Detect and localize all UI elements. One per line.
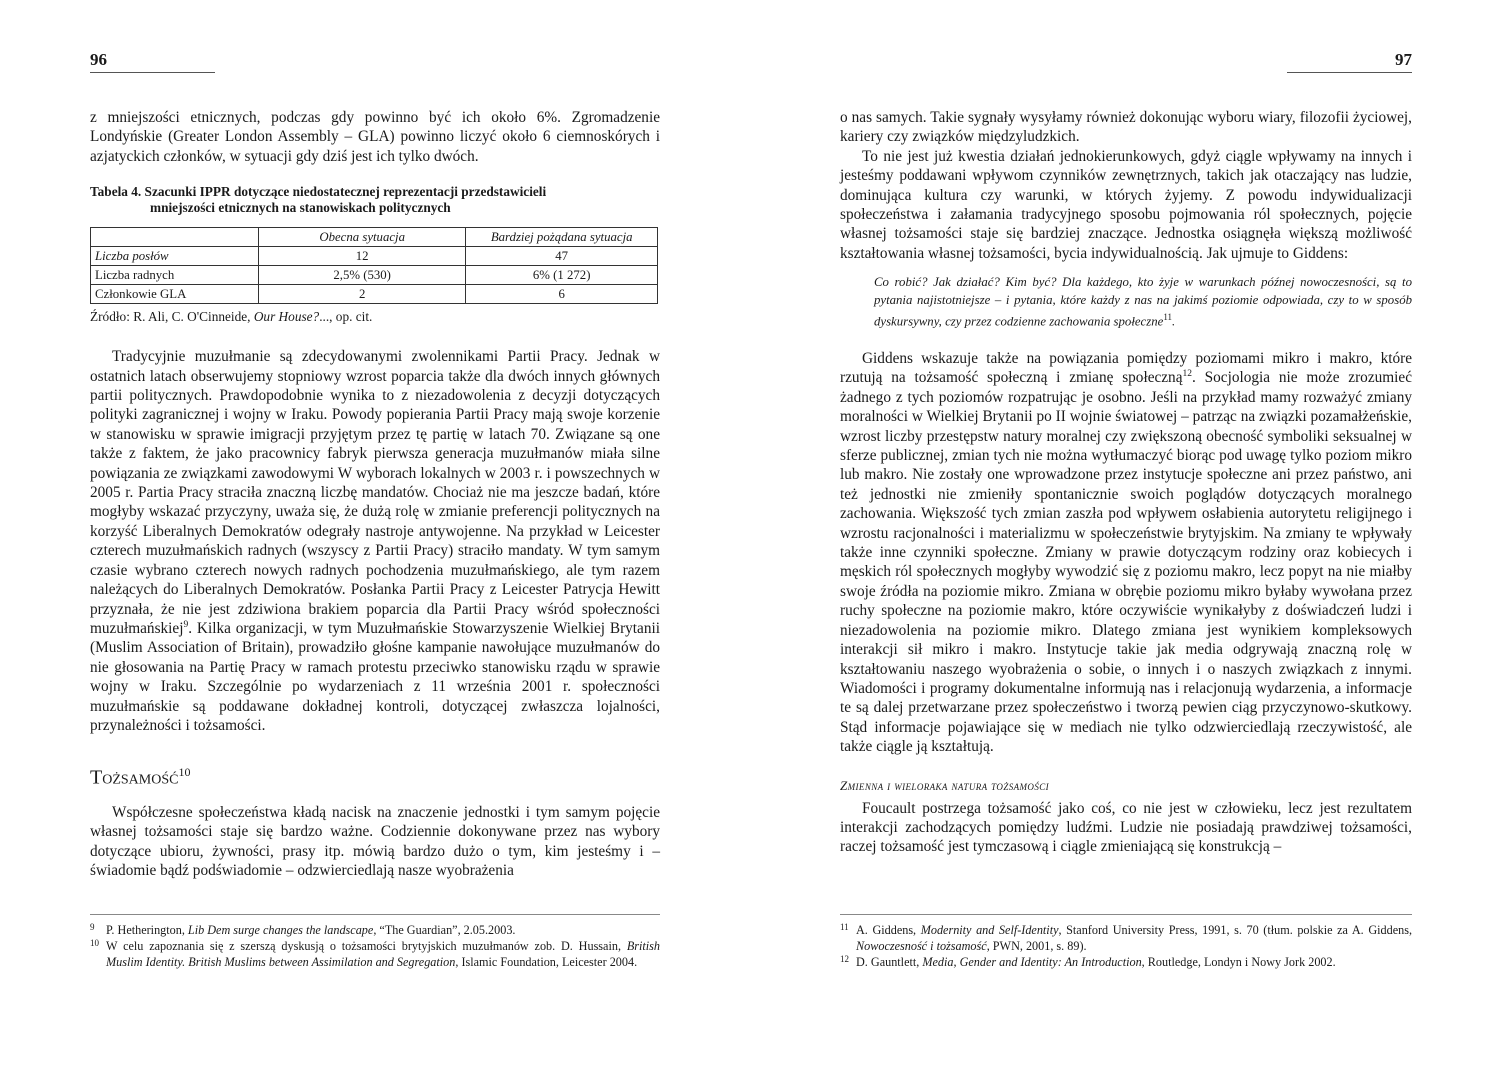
footnote-rule — [840, 914, 1412, 915]
footnote-text: , PWN, 2001, s. 89). — [986, 939, 1087, 953]
footnote-reference[interactable]: 12 — [1182, 369, 1192, 380]
footnote-mark: 11 — [840, 922, 849, 932]
table-row — [91, 285, 658, 304]
table-row — [91, 247, 658, 266]
left-page-body — [90, 108, 660, 881]
footnote-reference[interactable]: 9 — [183, 619, 189, 630]
paragraph: Foucault postrzega tożsamość jako coś, co nie jest w człowieku, lecz jest rezultatem interakcji zachodzących pomiędzy ludźmi. Ludzie nie posiadają prawdziwej tożsamości, raczej tożsamość jest tymczasową i ciągle zmieniającą się konstrukcją – — [840, 799, 1412, 856]
table-header-row — [91, 228, 658, 247]
footnote-reference[interactable]: 11 — [1163, 312, 1172, 323]
footnote-reference[interactable]: 10 — [178, 765, 191, 780]
paragraph: To nie jest już kwestia działań jednokierunkowych, gdyż ciągle wpływamy na innych i jesteśmy poddawani wpływom czynników zewnętrznych, takich jak otaczający nas ludzie, dominująca kultura czy warunki, w których żyjemy. Z powodu indywidualizacji społeczeństwa i załamania tradycyjnego sposobu pojmowania ról społecznych, pojęcie własnej tożsamości staje się bardziej znaczące. Jednostka osiągnęła większą możliwość kształtowania własnej tożsamości, bycia indywidualnością. Jak ujmuje to Giddens: — [840, 147, 1412, 262]
section-heading — [90, 761, 660, 789]
table-cell: 12 — [258, 247, 465, 266]
footnote-title: Nowoczesność i tożsamość — [856, 939, 987, 953]
header-rule — [1287, 72, 1412, 73]
footnote-text: , “The Guardian”, 2.05.2003. — [373, 923, 516, 937]
paragraph — [90, 347, 660, 735]
page-number: 96 — [90, 50, 107, 69]
paragraph: o nas samych. Takie sygnały wysyłamy również dokonując wyboru wiary, filozofii życiowej, kariery czy związków międzyludzkich. — [840, 109, 1412, 146]
right-page — [840, 0, 1412, 1072]
footnote-text: P. Hetherington, — [106, 923, 188, 937]
right-page-body — [840, 108, 1412, 857]
table-cell: Liczba radnych — [91, 266, 259, 285]
table-caption-line: mniejszości etnicznych na stanowiskach politycznych — [150, 200, 451, 216]
table-header-cell: Bardziej pożądana sytuacja — [466, 228, 658, 247]
footnote-text: D. Gauntlett, — [856, 955, 923, 969]
quote-text: Co robić? Jak działać? Kim być? Dla każdego, kto żyje w warunkach późnej nowoczesności, są to pytania najistotniejsze – i pytania, które każdy z nas na jakimś poziomie odpowiada, czy to w sposób dyskursywny, czy przez codzienne zachowania społeczne — [874, 275, 1412, 329]
table-row — [91, 266, 658, 285]
table-cell: 6 — [466, 285, 658, 304]
source-suffix: ..., op. cit. — [319, 309, 373, 325]
paragraph-text: Tradycyjnie muzułmanie są zdecydowanymi zwolennikami Partii Pracy. Jednak w ostatnich latach obserwujemy stopniowy wzrost poparcia także dla dwóch innych głównych partii politycznych. Prawdopodobnie wynika to z niezadowolenia z decyzji dotyczących polityki zagranicznej i wojny w Iraku. Powody popierania Partii Pracy mają swoje korzenie w stanowisku w sprawie imigracji przyjętym przez tę partię w latach 70. Związane są one także z faktem, że jako pracownicy fabryk pierwsza generacja muzułmanów miała silne powiązania ze związkami zawodowymi W wyborach lokalnych w 2003 r. i powszechnych w 2005 r. Partia Pracy straciła znaczną liczbę mandatów. Chociaż nie ma jeszcze badań, które mogłyby wskazać przyczyny, uważa się, że dużą rolę w zmianie preferencji politycznych na korzyść Liberalnych Demokratów odegrały nastroje antywojenne. Na przykład w Leicester czterech muzułmańskich radnych (wszyscy z Partii Pracy) straciło mandaty. W tym samym czasie wybrano czterech nowych radnych pochodzenia muzułmańskiego, ale tym razem należących do Liberalnych Demokratów. Posłanka Partii Pracy z Leicester Patrycja Hewitt przyznała, że nie jest zdziwiona brakiem poparcia dla Partii Pracy wśród społeczności muzułmańskiej — [90, 348, 660, 637]
footnote-title: Lib Dem surge changes the landscape — [187, 923, 374, 937]
paragraph: z mniejszości etnicznych, podczas gdy powinno być ich około 6%. Zgromadzenie Londyńskie (Greater London Assembly – GLA) powinno liczyć około 6 ciemnoskórych i azjatyckich członków, w sytuacji gdy dziś jest ich tylko dwóch. — [90, 109, 660, 165]
quote-text: . — [1171, 314, 1176, 329]
subsection-heading: Zmienna i wieloraka natura tożsamości — [840, 777, 1050, 793]
footnote — [840, 954, 1412, 970]
paragraph-text: Giddens wskazuje także na powiązania pomiędzy poziomami mikro i makro, które rzutują na tożsamość społeczną i zmianę społeczną — [840, 350, 1412, 387]
footnote-text: W celu zapoznania się z szerszą dyskusją o tożsamości brytyjskich muzułmanów zob. D. Hussain, — [106, 939, 627, 953]
paragraph-text: . Kilka organizacji, w tym Muzułmańskie Stowarzyszenie Wielkiej Brytanii (Muslim Association of Britain), prowadziło głośne kampanie nawołujące muzułmanów do nie głosowania na Partię Pracy w ramach protestu przeciwko stanowisku rządu w sprawie wojny w Iraku. Szczególnie po wydarzeniach z 11 września 2001 r. społeczności muzułmańskie są poddawane dokładnej kontroli, dotyczącej zwłaszcza lojalności, przynależności i tożsamości. — [90, 619, 660, 734]
table-cell: Członkowie GLA — [91, 285, 259, 304]
footnote-title: British Muslim Identity. British Muslims between Assimilation and Segregation — [106, 939, 660, 969]
table-source — [90, 309, 660, 325]
table-header-cell: Obecna sytuacja — [258, 228, 465, 247]
paragraph: Współczesne społeczeństwa kładą nacisk na znaczenie jednostki i tym samym pojęcie własnej tożsamości staje się bardzo ważne. Codziennie dokonywane przez nas wybory dotyczące ubioru, żywności, prasy itp. mówią bardzo dużo o tym, kim jesteśmy i – świadomie bądź podświadomie – odzwierciedlają nasze wyobrażenia — [90, 804, 660, 880]
footnote — [90, 922, 660, 938]
footnotes — [840, 914, 1412, 970]
table-cell: 2,5% (530) — [258, 266, 465, 285]
paragraph — [840, 349, 1412, 757]
left-page — [90, 0, 660, 1072]
footnote-text: , Stanford University Press, 1991, s. 70 (tłum. polskie za A. Giddens, — [1058, 923, 1412, 937]
table-caption-line: Tabela 4. Szacunki IPPR dotyczące niedostatecznej reprezentacji przedstawicieli — [90, 184, 547, 200]
footnote-title: Modernity and Self-Identity — [920, 923, 1059, 937]
footnote-title: Media, Gender and Identity: An Introduction — [922, 955, 1142, 969]
footnote-text: , Routledge, Londyn i Nowy Jork 2002. — [1141, 955, 1336, 969]
table-cell: 2 — [258, 285, 465, 304]
footnote — [840, 922, 1412, 954]
footnote — [90, 938, 660, 970]
section-title: Tożsamość — [90, 767, 179, 789]
table-caption — [90, 184, 660, 216]
table-cell: 47 — [466, 247, 658, 266]
source-title: Our House? — [253, 309, 320, 325]
footnote-mark: 12 — [840, 954, 849, 964]
page-number: 97 — [1395, 50, 1412, 69]
table-cell: 6% (1 272) — [466, 266, 658, 285]
source-prefix: Źródło: R. Ali, C. O'Cinneide, — [90, 309, 254, 325]
table-cell: Liczba posłów — [91, 247, 259, 266]
footnote-mark: 10 — [90, 938, 99, 948]
footnote-rule — [90, 914, 660, 915]
block-quote — [874, 274, 1412, 331]
paragraph-text: . Socjologia nie może zrozumieć żadnego z tych poziomów rozpatrując je osobno. Jeśli na przykład mamy rozważyć zmiany moralności w Wielkiej Brytanii po II wojnie światowej – patrząc na związki pozamałżeńskie, wzrost liczby przestępstw natury moralnej czy zwiększoną obecność symboliki seksualnej w sferze publicznej, zmian tych nie można wytłumaczyć biorąc pod uwagę tylko poziom mikro lub makro. Nie zostały one wprowadzone przez instytucje społeczne ani przez państwo, ani też jednostki nie zmieniły spontanicznie swoich poglądów dotyczących moralnego zachowania. Większość tych zmian zaszła pod wpływem osłabienia autorytetu religijnego i wzrostu racjonalności i materializmu w społeczeństwie brytyjskim. Na zmiany te wpływały także inne czynniki społeczne. Zmiany w prawie dotyczącym rodziny oraz kobiecych i męskich ról społecznych mogłyby wywodzić się z poziomu makro, lecz popyt na nie miałby swoje źródła na poziomie mikro. Zmiana w obrębie poziomu mikro byłaby wywołana przez ruchy społeczne na poziomie makro, które oczywiście wynikałyby z doświadczeń ludzi i niezadowolenia na poziomie mikro. Dlatego zmiana jest wynikiem kompleksowych interakcji sił mikro i makro. Instytucje takie jak media odgrywają znaczną rolę w kształtowaniu naszego wyobrażenia o sobie, o innych i o naszych związkach z innymi. Wiadomości i programy dokumentalne informują nas i relacjonują wydarzenia, a informacje te są dalej przetwarzane przez społeczeństwo i tworzą pewien ciąg przyczynowo-skutkowy. Stąd informacje pojawiające się w mediach nie tylko odzwierciedlają rzeczywistość, ale także ciągle ją kształtują. — [840, 369, 1412, 756]
table-header-cell — [91, 228, 259, 247]
header-rule — [90, 72, 215, 73]
ippr-table — [90, 227, 658, 304]
footnotes — [90, 914, 660, 970]
footnote-text: , Islamic Foundation, Leicester 2004. — [455, 955, 638, 969]
footnote-mark: 9 — [90, 922, 95, 932]
footnote-text: A. Giddens, — [856, 923, 921, 937]
